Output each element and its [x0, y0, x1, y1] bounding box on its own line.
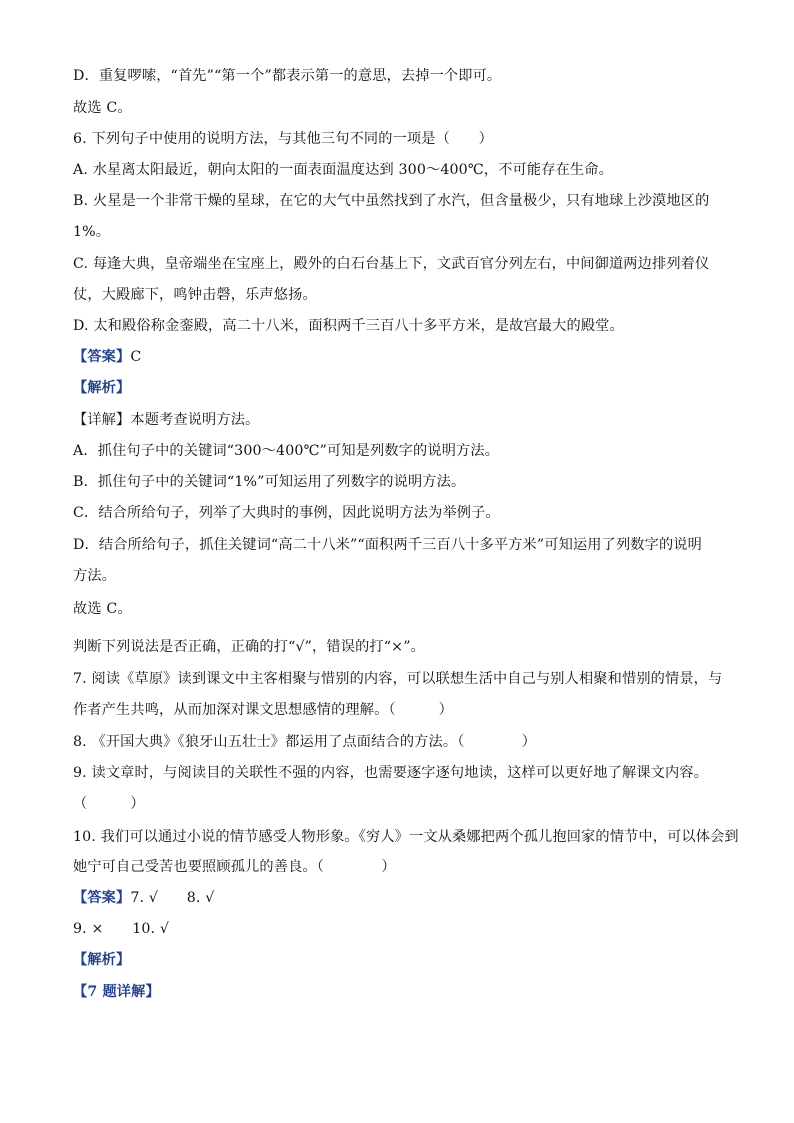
analysis-mark: 【解析】 [73, 952, 131, 968]
option-d-explanation-previous: D．重复啰嗦，“首先”“第一个”都表示第一的意思，去掉一个即可。 [73, 68, 502, 84]
questions-7-10-answer [73, 888, 733, 908]
question-6-detail-c: C．结合所给句子，列举了大典时的事例，因此说明方法为举例子。 [73, 505, 500, 521]
question-9: 9. 读文章时，与阅读目的关联性不强的内容，也需要逐字逐句地读，这样可以更好地了解课文内容。 [73, 765, 709, 781]
question-6-conclusion: 故选 C。 [73, 601, 132, 617]
question-6-option-d: D. 太和殿俗称金銮殿，高二十八米，面积两千三百八十多平方米，是故宫最大的殿堂。 [73, 318, 624, 334]
question-10: 10. 我们可以通过小说的情节感受人物形象。《穷人》一文从桑娜把两个孤儿抱回家的情节中，可以体会到 [73, 829, 739, 845]
question-8: 8. 《开国大典》《狼牙山五壮士》都运用了点面结合的方法。（ ） [73, 734, 537, 750]
judgement-instructions: 判断下列说法是否正确，正确的打“√”，错误的打“×”。 [73, 639, 425, 655]
question-6-detail-a: A．抓住句子中的关键词“300～400℃”可知是列数字的说明方法。 [73, 443, 500, 459]
question-6-detail-d: D．结合所给句子，抓住关键词“高二十八米”“面积两千三百八十多平方米”可知运用了列数字的说明 [73, 537, 702, 553]
question-10-continued: 她宁可自己受苦也要照顾孤儿的善良。（ ） [73, 859, 396, 875]
question-6-option-a: A. 水星离太阳最近，朝向太阳的一面表面温度达到 300～400℃，不可能存在生命。 [73, 162, 613, 178]
question-7: 7. 阅读《草原》读到课文中主客相聚与惜别的内容，可以联想生活中自己与别人相聚和惜别的情景，与 [73, 671, 723, 687]
question-6-detail-b: B．抓住句子中的关键词“1%”可知运用了列数字的说明方法。 [73, 474, 466, 490]
question-7-continued: 作者产生共鸣，从而加深对课文思想感情的理解。（ ） [73, 702, 454, 718]
question-6-option-b-continued: 1%。 [73, 224, 111, 240]
questions-7-10-analysis-heading [73, 950, 733, 970]
question-6-analysis-heading [73, 378, 733, 398]
answer-mark: 【答案】 [73, 890, 131, 906]
detail-mark: 【7 题详解】 [73, 984, 160, 1000]
question-6-option-c: C. 每逢大典，皇帝端坐在宝座上，殿外的白石台基上下，文武百官分列左右，中间御道两边排列着仪 [73, 256, 710, 272]
question-6-option-b: B. 火星是一个非常干燥的星球，在它的大气中虽然找到了水汽，但含量极少，只有地球上沙漠地区的 [73, 193, 710, 209]
answer-value: C [130, 349, 142, 365]
question-6-detail-intro: 【详解】本题考查说明方法。 [73, 412, 260, 428]
questions-7-10-answer-continued: 9. × 10. √ [73, 921, 170, 937]
answer-value: 7. √ 8. √ [130, 890, 215, 906]
question-9-continued: （ ） [73, 796, 145, 812]
answer-mark: 【答案】 [73, 349, 131, 365]
previous-answer-conclusion: 故选 C。 [73, 100, 132, 116]
question-6-detail-d-continued: 方法。 [73, 568, 117, 584]
question-6-option-c-continued: 仗，大殿廊下，鸣钟击磬，乐声悠扬。 [73, 287, 317, 303]
question-7-detail-heading [73, 982, 733, 1002]
question-6-answer [73, 347, 733, 367]
question-6-stem: 6. 下列句子中使用的说明方法，与其他三句不同的一项是（ ） [73, 131, 493, 147]
analysis-mark: 【解析】 [73, 380, 131, 396]
